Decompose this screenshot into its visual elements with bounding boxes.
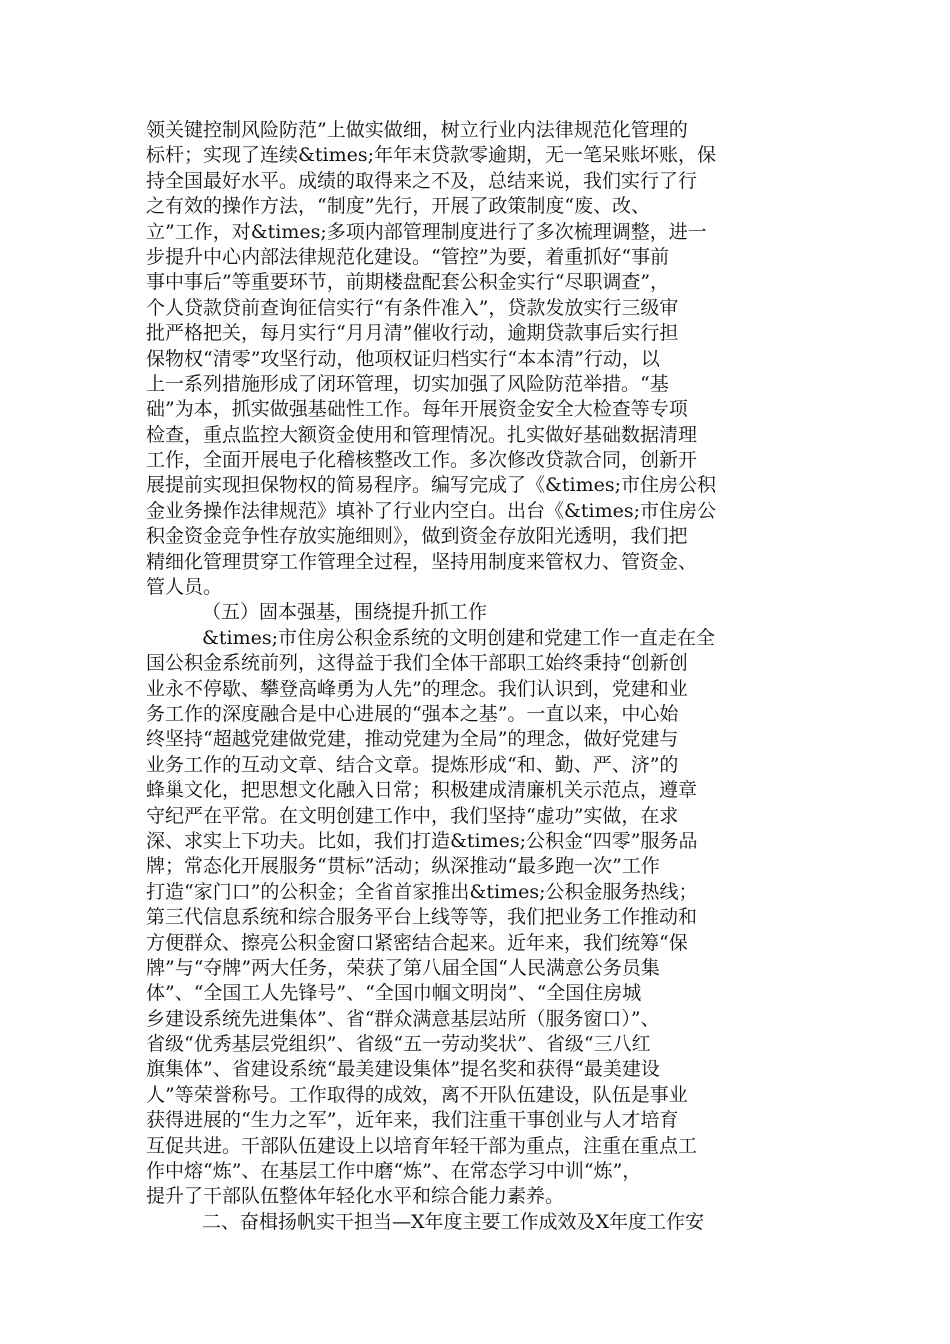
text-line: 提升了干部队伍整体年轻化水平和综合能力素养。 xyxy=(146,1185,565,1208)
text-line: 上一系列措施形成了闭环管理，切实加强了风险防范举措。“基 xyxy=(146,372,669,395)
text-line: 互促共进。干部队伍建设上以培育年轻干部为重点，注重在重点工 xyxy=(146,1134,698,1157)
text-line: 展提前实现担保物权的简易程序。编写完成了《&times;市住房公积 xyxy=(146,474,717,497)
text-line: 积金资金竞争性存放实施细则》，做到资金存放阳光透明，我们把 xyxy=(146,525,688,548)
text-line: 批严格把关，每月实行“月月清”催收行动，逾期贷款事后实行担 xyxy=(146,322,679,345)
text-line: 牌；常态化开展服务“贯标”活动；纵深推动“最多跑一次”工作 xyxy=(146,855,660,878)
text-line: 务工作的深度融合是中心进展的“强本之基”。一直以来，中心始 xyxy=(146,702,679,725)
text-line: 领关键控制风险防范”上做实做细，树立行业内法律规范化管理的 xyxy=(146,119,688,141)
text-line: 业务工作的互动文章、结合文章。提炼形成“和、勤、严、济”的 xyxy=(146,753,679,776)
text-line: 检查，重点监控大额资金使用和管理情况。扎实做好基础数据清理 xyxy=(146,423,698,446)
text-line: 打造“家门口”的公积金；全省首家推出&times;公积金服务热线； xyxy=(146,880,698,903)
text-line: 旗集体”、省建设系统“最美建设集体”提名奖和获得“最美建设 xyxy=(146,1058,660,1081)
text-line: 步提升中心内部法律规范化建设。“管控”为要，着重抓好“事前 xyxy=(146,245,670,268)
text-line: 管人员。 xyxy=(146,576,223,599)
text-line: 个人贷款贷前查询征信实行“有条件准入”，贷款发放实行三级审 xyxy=(146,296,679,319)
text-line: 蜂巢文化，把思想文化融入日常；积极建成清廉机关示范点，遵章 xyxy=(146,779,698,802)
text-line: 守纪严在平常。在文明创建工作中，我们坚持“虚功”实做，在求 xyxy=(146,804,679,827)
text-line: 第三代信息系统和综合服务平台上线等等，我们把业务工作推动和 xyxy=(146,906,698,929)
text-line: 人”等荣誉称号。工作取得的成效，离不开队伍建设，队伍是事业 xyxy=(146,1083,688,1106)
text-line: 础”为本，抓实做强基础性工作。每年开展资金安全大检查等专项 xyxy=(146,398,688,421)
text-line: 深、求实上下功夫。比如，我们打造&times;公积金“四零”服务品 xyxy=(146,829,698,852)
text-line: 事中事后”等重要环节，前期楼盘配套公积金实行“尽职调查”， xyxy=(146,271,670,294)
text-line: 乡建设系统先进集体”、省“群众满意基层站所（服务窗口）”、 xyxy=(146,1007,660,1030)
text-line: 省级“优秀基层党组织”、省级“五一劳动奖状”、省级“三八红 xyxy=(146,1033,651,1056)
text-line: &times;市住房公积金系统的文明创建和党建工作一直走在全 xyxy=(202,626,716,649)
text-line: 体”、“全国工人先锋号”、“全国巾帼文明岗”、“全国住房城 xyxy=(146,982,642,1005)
paragraph-risk-control xyxy=(146,118,806,600)
text-line: 终坚持“超越党建做党建，推动党建为全局”的理念，做好党建与 xyxy=(146,728,679,751)
paragraph-party-building xyxy=(146,626,806,1210)
section-heading-2: 二、奋楫扬帆实干担当—X年度主要工作成效及X年度工作安 xyxy=(202,1210,705,1233)
text-line: 工作，全面开展电子化稽核整改工作。多次修改贷款合同，创新开 xyxy=(146,449,698,472)
text-line: 金业务操作法律规范》填补了行业内空白。出台《&times;市住房公 xyxy=(146,499,717,522)
text-line: 精细化管理贯穿工作管理全过程，坚持用制度来管权力、管资金、 xyxy=(146,550,698,573)
text-line: 立”工作，对&times;多项内部管理制度进行了多次梳理调整，进一 xyxy=(146,220,707,243)
text-line: 牌”与“夺牌”两大任务，荣获了第八届全国“人民满意公务员集 xyxy=(146,956,660,979)
text-line: 国公积金系统前列，这得益于我们全体干部职工始终秉持“创新创 xyxy=(146,652,688,675)
document-page xyxy=(146,118,806,1235)
text-line: 之有效的操作方法，“制度”先行，开展了政策制度“废、改、 xyxy=(146,195,651,218)
text-line: 获得进展的“生力之军”，近年来，我们注重干事创业与人才培育 xyxy=(146,1109,679,1132)
text-line: 持全国最好水平。成绩的取得来之不及，总结来说，我们实行了行 xyxy=(146,169,698,192)
text-line: 标杆；实现了连续&times;年年末贷款零逾期，无一笔呆账坏账，保 xyxy=(146,144,717,167)
text-line: 保物权“清零”攻坚行动，他项权证归档实行“本本清”行动，以 xyxy=(146,347,660,370)
text-line: 作中熔“炼”、在基层工作中磨“炼”、在常态学习中训“炼”， xyxy=(146,1160,642,1183)
text-line: 方便群众、擦亮公积金窗口紧密结合起来。近年来，我们统筹“保 xyxy=(146,931,688,954)
text-line: 业永不停歇、攀登高峰勇为人先”的理念。我们认识到，党建和业 xyxy=(146,677,688,700)
section-heading-5: （五）固本强基，围绕提升抓工作 xyxy=(202,601,488,624)
